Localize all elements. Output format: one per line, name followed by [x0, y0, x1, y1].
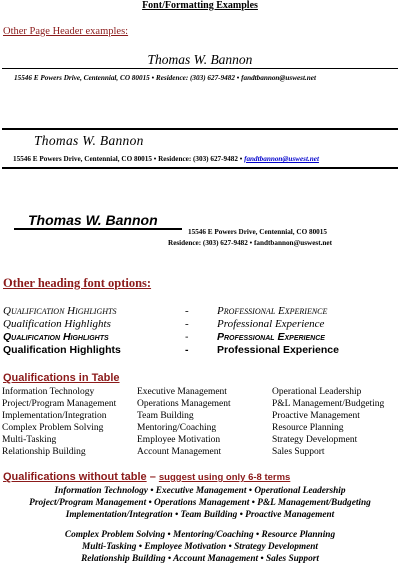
header3-email: fandtbannon@uswest.net	[253, 239, 332, 247]
qual-notable-dash: –	[149, 471, 156, 483]
qualifications-table-heading: Qualifications in Table	[3, 372, 120, 384]
font-option-3-left: Qualification Highlights	[3, 331, 109, 343]
font-option-1-right: Professional Experience	[217, 305, 328, 317]
bullet-line-2: Project/Program Management • Operations Management • P&L Management/Budgeting	[29, 498, 371, 508]
header1-bullet-2: •	[236, 74, 240, 82]
header3-address: 15546 E Powers Drive, Centennial, CO 80015	[188, 228, 327, 236]
table-cell: Relationship Building	[2, 447, 86, 457]
bullet-line-3: Implementation/Integration • Team Building • Proactive Management	[65, 510, 335, 520]
heading-font-options-heading: Other heading font options:	[3, 276, 152, 290]
font-option-4-dash: -	[185, 344, 189, 356]
table-cell: Complex Problem Solving	[2, 423, 104, 433]
header2-address: 15546 E Powers Drive, Centennial, CO 80015	[13, 155, 152, 163]
header1-bullet-1: •	[151, 74, 155, 82]
qualifications-without-table-heading	[3, 471, 290, 483]
font-option-2-right: Professional Experience	[217, 318, 325, 330]
table-cell: Multi-Tasking	[2, 435, 57, 445]
header2-residence: Residence: (303) 627-9482	[158, 155, 238, 163]
header3-rule	[14, 228, 182, 230]
header1-address-line	[14, 74, 316, 82]
table-cell: Resource Planning	[272, 423, 344, 433]
table-cell: Information Technology	[2, 387, 95, 397]
table-cell: Proactive Management	[272, 411, 360, 421]
header1-residence: Residence: (303) 627-9482	[155, 74, 235, 82]
header2-email-link[interactable]: fandtbannon@uswest.net	[244, 155, 319, 163]
header3-residence: Residence: (303) 627-9482	[168, 239, 248, 247]
header2-rule-top	[2, 128, 398, 130]
font-option-2-left: Qualification Highlights	[3, 318, 111, 330]
table-cell: Mentoring/Coaching	[137, 423, 217, 433]
header2-address-line	[13, 155, 319, 163]
font-option-2-dash: -	[185, 318, 189, 330]
bullet-line-6: Relationship Building • Account Management • Sales Support	[81, 554, 319, 564]
font-option-3-right: Professional Experience	[217, 331, 325, 343]
header1-email: fandtbannon@uswest.net	[241, 74, 316, 82]
font-option-1-dash: -	[185, 305, 189, 317]
header1-name: Thomas W. Bannon	[147, 52, 253, 67]
header3-name: Thomas W. Bannon	[28, 212, 158, 228]
table-cell: Project/Program Management	[2, 399, 117, 409]
table-cell: Operations Management	[137, 399, 231, 409]
qual-notable-suggest: suggest using only 6-8 terms	[158, 472, 291, 483]
table-cell: Employee Motivation	[137, 435, 221, 445]
qual-notable-title: Qualifications without table	[3, 471, 147, 483]
header2-bullet-2: •	[239, 155, 243, 163]
font-option-1-left: Qualification Highlights	[3, 305, 117, 317]
document-title: Font/Formatting Examples	[142, 0, 258, 11]
header1-rule	[2, 68, 398, 69]
header2-bullet-1: •	[153, 155, 157, 163]
font-option-3-dash: -	[185, 331, 189, 343]
table-cell: Implementation/Integration	[2, 411, 107, 421]
table-cell: Team Building	[137, 411, 194, 421]
table-cell: P&L Management/Budgeting	[272, 399, 385, 409]
table-cell: Account Management	[137, 447, 222, 457]
header1-address: 15546 E Powers Drive, Centennial, CO 80015	[14, 74, 150, 82]
bullet-line-1: Information Technology • Executive Management • Operational Leadership	[54, 486, 346, 496]
header2-rule-bottom	[2, 167, 398, 169]
table-cell: Sales Support	[272, 447, 325, 457]
table-cell: Executive Management	[137, 387, 227, 397]
bullet-line-4: Complex Problem Solving • Mentoring/Coaching • Resource Planning	[64, 530, 336, 540]
font-option-4-left: Qualification Highlights	[3, 344, 121, 356]
header-examples-heading: Other Page Header examples:	[3, 26, 129, 37]
table-cell: Strategy Development	[272, 435, 358, 445]
header3-bullet: •	[249, 239, 253, 247]
table-cell: Operational Leadership	[272, 387, 362, 397]
font-option-4-right: Professional Experience	[217, 344, 339, 356]
header3-contact-line	[168, 239, 332, 247]
bullet-line-5: Multi-Tasking • Employee Motivation • Strategy Development	[82, 542, 318, 552]
header2-name: Thomas W. Bannon	[34, 133, 144, 148]
